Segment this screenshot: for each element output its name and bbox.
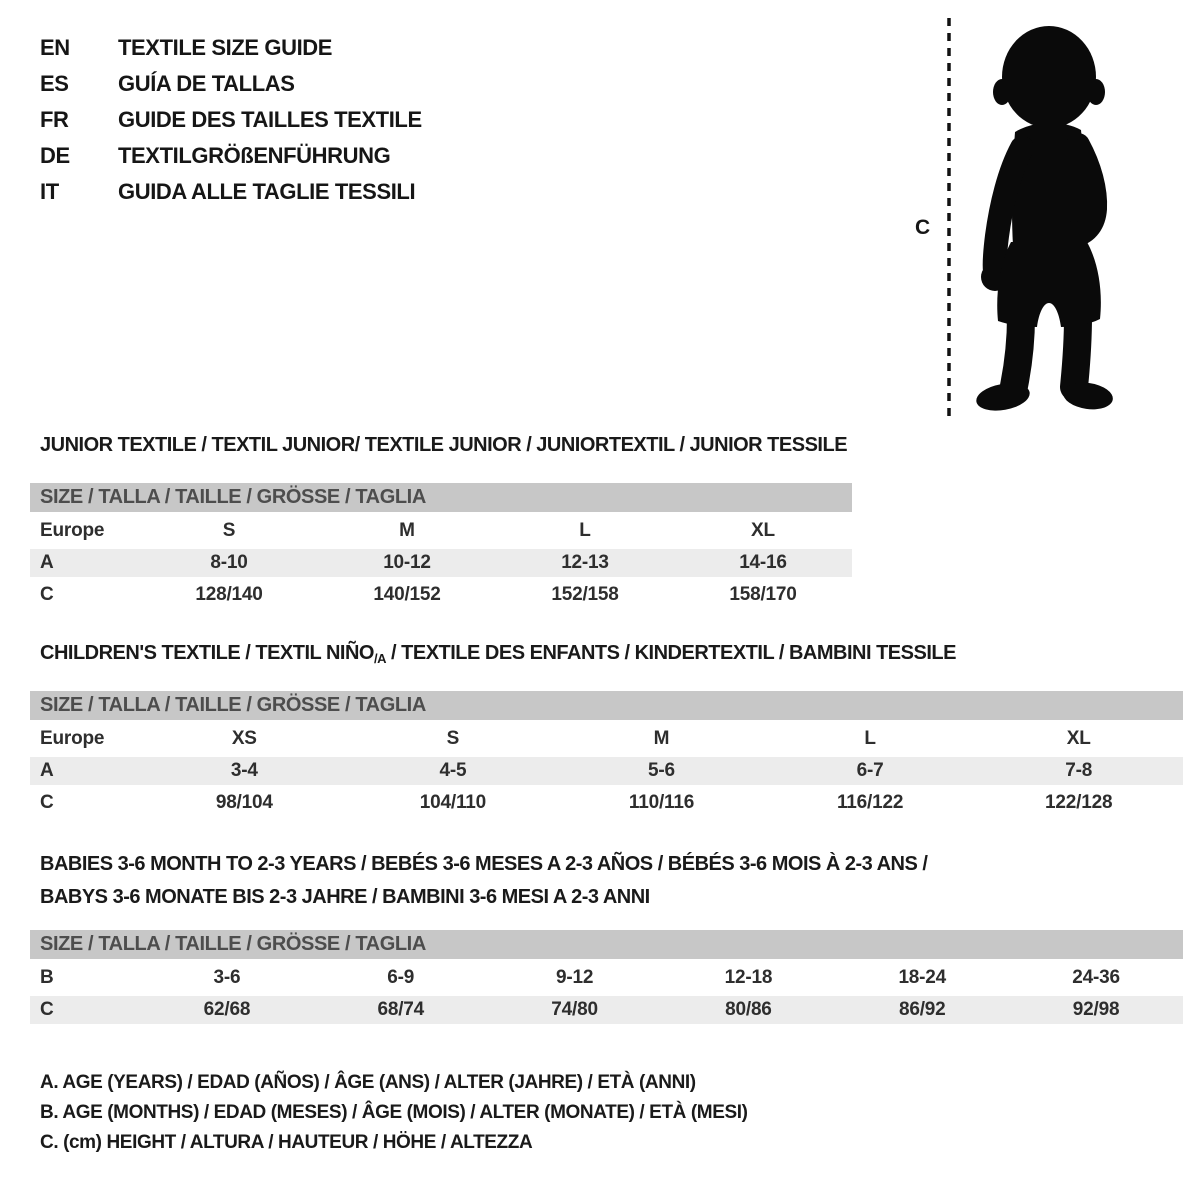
- size-header-bar: SIZE / TALLA / TAILLE / GRÖSSE / TAGLIA: [30, 691, 1183, 720]
- language-row-es: [40, 66, 422, 102]
- table-row-height: [30, 996, 1183, 1024]
- legend-line-b: B. AGE (MONTHS) / EDAD (MESES) / ÂGE (MOIS) / ALTER (MONATE) / ETÀ (MESI): [40, 1102, 748, 1123]
- legend-line-c: C. (cm) HEIGHT / ALTURA / HAUTEUR / HÖHE / ALTEZZA: [40, 1132, 533, 1153]
- height-cell: 104/110: [419, 792, 486, 813]
- height-cell: 158/170: [729, 584, 797, 605]
- language-row-de: [40, 138, 422, 174]
- language-code: FR: [40, 107, 69, 132]
- height-dashed-line-icon: [945, 18, 953, 416]
- children-title-subscript: /A: [373, 651, 386, 666]
- size-cell: S: [222, 520, 236, 541]
- guide-title-es: GUÍA DE TALLAS: [118, 71, 295, 96]
- age-cell: 10-12: [383, 552, 431, 573]
- height-cell: 122/128: [1045, 792, 1113, 813]
- row-label: Europe: [40, 520, 105, 541]
- babies-title-line2: BABYS 3-6 MONATE BIS 2-3 JAHRE / BAMBINI 3-6 MESI A 2-3 ANNI: [40, 886, 650, 908]
- table-row-europe: [30, 517, 852, 545]
- toddler-silhouette-icon: [957, 20, 1140, 420]
- row-label: B: [40, 967, 54, 988]
- language-row-it: [40, 174, 422, 210]
- height-cell: 152/158: [551, 584, 619, 605]
- months-cell: 9-12: [555, 967, 594, 988]
- size-cell: S: [446, 728, 460, 749]
- months-cell: 6-9: [387, 967, 415, 988]
- babies-section-title: [40, 848, 927, 914]
- age-cell: 3-4: [230, 760, 258, 781]
- height-measure-figure: [905, 16, 1155, 426]
- height-cell: 68/74: [377, 999, 425, 1020]
- row-label: Europe: [40, 728, 105, 749]
- table-row-height: [30, 789, 1183, 817]
- children-section-title: [40, 642, 956, 666]
- age-cell: 7-8: [1065, 760, 1093, 781]
- height-cell: 110/116: [628, 792, 695, 813]
- row-label: C: [40, 584, 54, 605]
- size-cell: L: [579, 520, 591, 541]
- height-measure-label: C: [915, 216, 930, 239]
- language-code: EN: [40, 35, 70, 60]
- months-cell: 18-24: [898, 967, 947, 988]
- guide-title-it: GUIDA ALLE TAGLIE TESSILI: [118, 179, 416, 204]
- language-row-fr: [40, 102, 422, 138]
- height-cell: 62/68: [203, 999, 251, 1020]
- language-row-en: [40, 30, 422, 66]
- height-cell: 80/86: [725, 999, 772, 1020]
- language-code: DE: [40, 143, 70, 168]
- legend-line-a: A. AGE (YEARS) / EDAD (AÑOS) / ÂGE (ANS) / ALTER (JAHRE) / ETÀ (ANNI): [40, 1072, 696, 1093]
- row-label: C: [40, 999, 54, 1020]
- junior-size-table: [30, 483, 852, 613]
- months-cell: 3-6: [213, 967, 241, 988]
- children-title-pre: CHILDREN'S TEXTILE / TEXTIL NIÑO: [40, 642, 374, 664]
- size-cell: M: [653, 728, 670, 749]
- children-title-post: / TEXTILE DES ENFANTS / KINDERTEXTIL / BAMBINI TESSILE: [385, 642, 956, 664]
- size-cell: XL: [751, 520, 775, 541]
- age-cell: 6-7: [856, 760, 884, 781]
- language-code: ES: [40, 71, 69, 96]
- measure-legend: [40, 1068, 748, 1158]
- height-cell: 128/140: [195, 584, 263, 605]
- size-cell: M: [399, 520, 415, 541]
- size-cell: XS: [231, 728, 257, 749]
- height-cell: 140/152: [373, 584, 441, 605]
- height-cell: 74/80: [551, 999, 598, 1020]
- language-code: IT: [40, 179, 59, 204]
- height-cell: 98/104: [215, 792, 273, 813]
- table-row-age: [30, 549, 852, 577]
- height-cell: 116/122: [836, 792, 904, 813]
- junior-section-title: JUNIOR TEXTILE / TEXTIL JUNIOR/ TEXTILE JUNIOR / JUNIORTEXTIL / JUNIOR TESSILE: [40, 434, 848, 456]
- babies-title-line1: BABIES 3-6 MONTH TO 2-3 YEARS / BEBÉS 3-6 MESES A 2-3 AÑOS / BÉBÉS 3-6 MOIS À 2-3 ANS /: [40, 853, 928, 875]
- table-row-age: [30, 757, 1183, 785]
- height-cell: 92/98: [1072, 999, 1120, 1020]
- table-row-europe: [30, 725, 1183, 753]
- guide-title-de: TEXTILGRÖßENFÜHRUNG: [118, 143, 391, 168]
- children-size-table: [30, 691, 1183, 821]
- size-header-bar: SIZE / TALLA / TAILLE / GRÖSSE / TAGLIA: [30, 930, 1183, 959]
- size-cell: L: [864, 728, 876, 749]
- row-label: A: [40, 552, 54, 573]
- language-title-list: [40, 30, 422, 210]
- months-cell: 24-36: [1072, 967, 1120, 988]
- guide-title-fr: GUIDE DES TAILLES TEXTILE: [118, 107, 422, 132]
- age-cell: 14-16: [739, 552, 787, 573]
- age-cell: 8-10: [210, 552, 248, 573]
- months-cell: 12-18: [724, 967, 773, 988]
- table-row-height: [30, 581, 852, 609]
- row-label: A: [40, 760, 54, 781]
- table-row-months: [30, 964, 1183, 992]
- size-header-bar: SIZE / TALLA / TAILLE / GRÖSSE / TAGLIA: [30, 483, 852, 512]
- babies-size-table: [30, 930, 1183, 1028]
- age-cell: 5-6: [648, 760, 675, 781]
- age-cell: 12-13: [561, 552, 609, 573]
- guide-title-en: TEXTILE SIZE GUIDE: [118, 35, 333, 60]
- size-cell: XL: [1066, 728, 1091, 749]
- row-label: C: [40, 792, 54, 813]
- age-cell: 4-5: [439, 760, 467, 781]
- height-cell: 86/92: [898, 999, 946, 1020]
